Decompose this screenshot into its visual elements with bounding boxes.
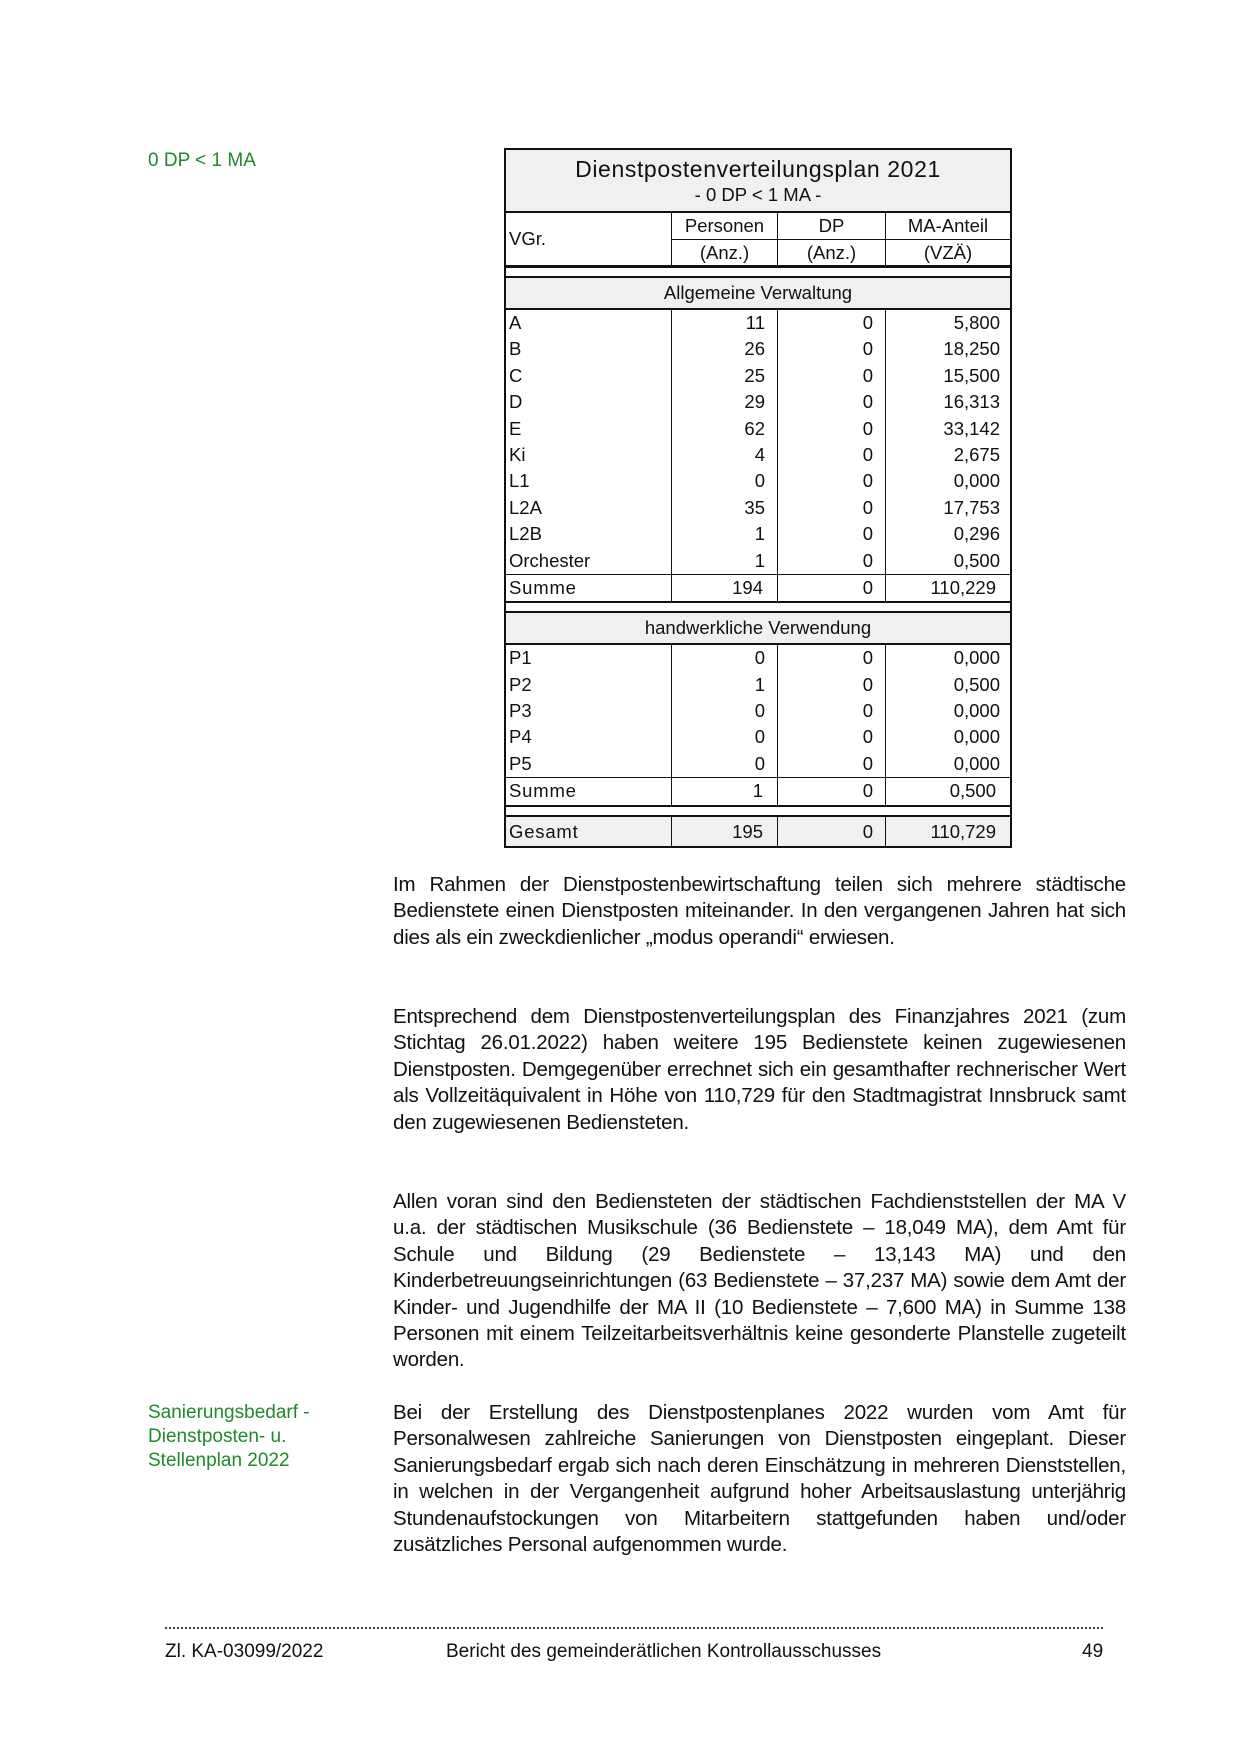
header-dp (778, 213, 886, 265)
table-row (506, 521, 1010, 547)
cell-dp: 0 (778, 672, 886, 698)
dienstposten-table (504, 148, 1012, 848)
total-ma: 110,729 (930, 820, 996, 842)
paragraph-4: Bei der Erstellung des Dienstpostenplanes 2022 wurden vom Amt für Personalwesen zahlreiche Sanierungen von Dienstposten eingeplant. Dieser Sanierungsbedarf ergab sich nach deren Einschätzung in mehreren Dienststellen, in welchen in der Vergangenheit aufgrund hoher Arbeitsauslastung unterjährig Stundenaufstockungen von Mitarbeitern stattgefunden haben und/oder zusätzliches Personal aufgenommen wurde. (393, 1401, 1126, 1557)
cell-dp: 0 (778, 521, 886, 547)
header-ma-unit: (VZÄ) (923, 241, 973, 263)
cell-personen: 0 (672, 751, 778, 777)
cell-vgr: P5 (506, 751, 672, 777)
section-header: Allgemeine Verwaltung (506, 278, 1010, 310)
table-row (506, 389, 1010, 415)
cell-personen: 26 (672, 336, 778, 362)
table-subtitle: - 0 DP < 1 MA - (694, 184, 822, 205)
cell-personen: 1 (672, 521, 778, 547)
table-row (506, 363, 1010, 389)
cell-ma-anteil: 18,250 (943, 338, 1000, 360)
cell-ma-anteil: 0,296 (953, 523, 1000, 545)
cell-dp: 0 (778, 310, 886, 336)
footer-title: Bericht des gemeinderätlichen Kontrollausschusses (446, 1641, 882, 1662)
cell-personen: 0 (672, 468, 778, 494)
cell-vgr: L2B (506, 521, 672, 547)
sum-personen: 1 (672, 778, 778, 804)
table-spacer (506, 268, 1010, 278)
table-row (506, 724, 1010, 750)
margin-note-0dp: 0 DP < 1 MA (148, 150, 256, 171)
cell-dp: 0 (778, 442, 886, 468)
cell-personen: 25 (672, 363, 778, 389)
table-row (506, 672, 1010, 698)
table-title: Dienstpostenverteilungsplan 2021 (575, 156, 941, 182)
table-row (506, 310, 1010, 336)
table-total-row (506, 815, 1010, 846)
sum-label: Summe (506, 575, 672, 601)
cell-personen: 0 (672, 724, 778, 750)
cell-ma-anteil: 0,000 (953, 700, 1000, 722)
header-personen-unit: (Anz.) (699, 241, 750, 263)
header-personen-label: Personen (672, 213, 777, 240)
table-sum-row (506, 574, 1010, 603)
table-row (506, 645, 1010, 671)
cell-dp: 0 (778, 698, 886, 724)
cell-personen: 29 (672, 389, 778, 415)
cell-personen: 11 (672, 310, 778, 336)
cell-dp: 0 (778, 363, 886, 389)
cell-vgr: A (506, 310, 672, 336)
sum-ma-anteil: 0,500 (949, 780, 996, 802)
table-header-row (506, 213, 1010, 268)
cell-ma-anteil: 0,000 (953, 470, 1000, 492)
cell-personen: 62 (672, 416, 778, 442)
table-row (506, 416, 1010, 442)
cell-dp: 0 (778, 751, 886, 777)
header-ma-anteil (886, 213, 1010, 265)
cell-ma-anteil: 5,800 (953, 312, 1000, 333)
cell-ma-anteil: 33,142 (943, 417, 1000, 439)
cell-dp: 0 (778, 336, 886, 362)
page-number: 49 (1082, 1641, 1104, 1662)
margin-note-sanierungsbedarf (148, 1401, 348, 1473)
sum-label: Summe (506, 778, 672, 804)
cell-vgr: B (506, 336, 672, 362)
cell-personen: 1 (672, 548, 778, 574)
cell-personen: 4 (672, 442, 778, 468)
cell-vgr: E (506, 416, 672, 442)
cell-ma-anteil: 0,500 (953, 673, 1000, 695)
table-row (506, 442, 1010, 468)
table-row (506, 698, 1010, 724)
sum-ma-anteil: 110,229 (930, 576, 996, 598)
cell-ma-anteil: 15,500 (943, 364, 1000, 386)
cell-vgr: Ki (506, 442, 672, 468)
header-vgr: VGr. (506, 213, 672, 265)
cell-dp: 0 (778, 495, 886, 521)
cell-ma-anteil: 16,313 (943, 391, 1000, 413)
cell-personen: 35 (672, 495, 778, 521)
cell-vgr: L2A (506, 495, 672, 521)
total-personen: 195 (672, 817, 778, 846)
cell-vgr: C (506, 363, 672, 389)
cell-dp: 0 (778, 416, 886, 442)
cell-vgr: D (506, 389, 672, 415)
cell-vgr: P2 (506, 672, 672, 698)
cell-ma-anteil: 0,000 (953, 726, 1000, 748)
cell-ma-anteil: 0,000 (953, 752, 1000, 774)
cell-personen: 0 (672, 645, 778, 671)
table-title-block (506, 150, 1010, 213)
cell-ma-anteil: 17,753 (943, 496, 1000, 518)
cell-ma-anteil: 2,675 (953, 443, 1000, 465)
footer-reference: Zl. KA-03099/2022 (165, 1641, 324, 1662)
cell-vgr: P1 (506, 645, 672, 671)
header-dp-unit: (Anz.) (806, 241, 857, 263)
cell-vgr: Orchester (506, 548, 672, 574)
header-dp-label: DP (778, 213, 885, 240)
cell-personen: 1 (672, 672, 778, 698)
cell-vgr: L1 (506, 468, 672, 494)
header-ma-label: MA-Anteil (886, 213, 1010, 240)
paragraph-2: Entsprechend dem Dienstpostenverteilungsplan des Finanzjahres 2021 (zum Stichtag 26.01.2022) haben weitere 195 Bedienstete keinen zugewiesenen Dienstposten. Demgegenüber errechnet sich ein gesamthafter rechnerischer Wert als Vollzeitäquivalent in Höhe von 110,729 für den Stadtmagistrat Innsbruck samt den zugewiesenen Bediensteten. (393, 1005, 1126, 1134)
table-spacer (506, 807, 1010, 815)
table-row (506, 495, 1010, 521)
margin-note-line: Stellenplan 2022 (148, 1450, 290, 1471)
table-sum-row (506, 777, 1010, 806)
sum-personen: 194 (672, 575, 778, 601)
cell-ma-anteil: 0,500 (953, 549, 1000, 571)
margin-note-line: Dienstposten- u. (148, 1426, 287, 1447)
cell-dp: 0 (778, 645, 886, 671)
header-personen (672, 213, 778, 265)
sum-dp: 0 (778, 778, 886, 804)
cell-ma-anteil: 0,000 (953, 647, 1000, 669)
table-row (506, 751, 1010, 777)
paragraph-1: Im Rahmen der Dienstpostenbewirtschaftung teilen sich mehrere städtische Bedienstete einen Dienstposten miteinander. In den vergangenen Jahren hat sich dies als ein zweckdienlicher „modus operandi“ erwiesen. (393, 873, 1126, 949)
cell-dp: 0 (778, 724, 886, 750)
table-row (506, 468, 1010, 494)
table-spacer (506, 603, 1010, 613)
paragraph-3: Allen voran sind den Bediensteten der städtischen Fachdienststellen der MA V u.a. der städtischen Musikschule (36 Bedienstete – 18,049 MA), dem Amt für Schule und Bildung (29 Bedienstete – 13,143 MA) und den Kinderbetreuungseinrichtungen (63 Bedienstete – 37,237 MA) sowie dem Amt der Kinder- und Jugendhilfe der MA II (10 Bedienstete – 7,600 MA) in Summe 138 Personen mit einem Teilzeitarbeitsverhältnis keine gesonderte Planstelle zugeteilt worden. (393, 1190, 1126, 1372)
cell-personen: 0 (672, 698, 778, 724)
cell-vgr: P4 (506, 724, 672, 750)
footer-divider (165, 1627, 1103, 1629)
total-label: Gesamt (506, 817, 672, 846)
table-row (506, 548, 1010, 574)
cell-dp: 0 (778, 548, 886, 574)
section-header: handwerkliche Verwendung (506, 613, 1010, 645)
margin-note-line: Sanierungsbedarf - (148, 1402, 310, 1423)
sum-dp: 0 (778, 575, 886, 601)
table-row (506, 336, 1010, 362)
total-dp: 0 (778, 817, 886, 846)
cell-vgr: P3 (506, 698, 672, 724)
cell-dp: 0 (778, 468, 886, 494)
cell-dp: 0 (778, 389, 886, 415)
